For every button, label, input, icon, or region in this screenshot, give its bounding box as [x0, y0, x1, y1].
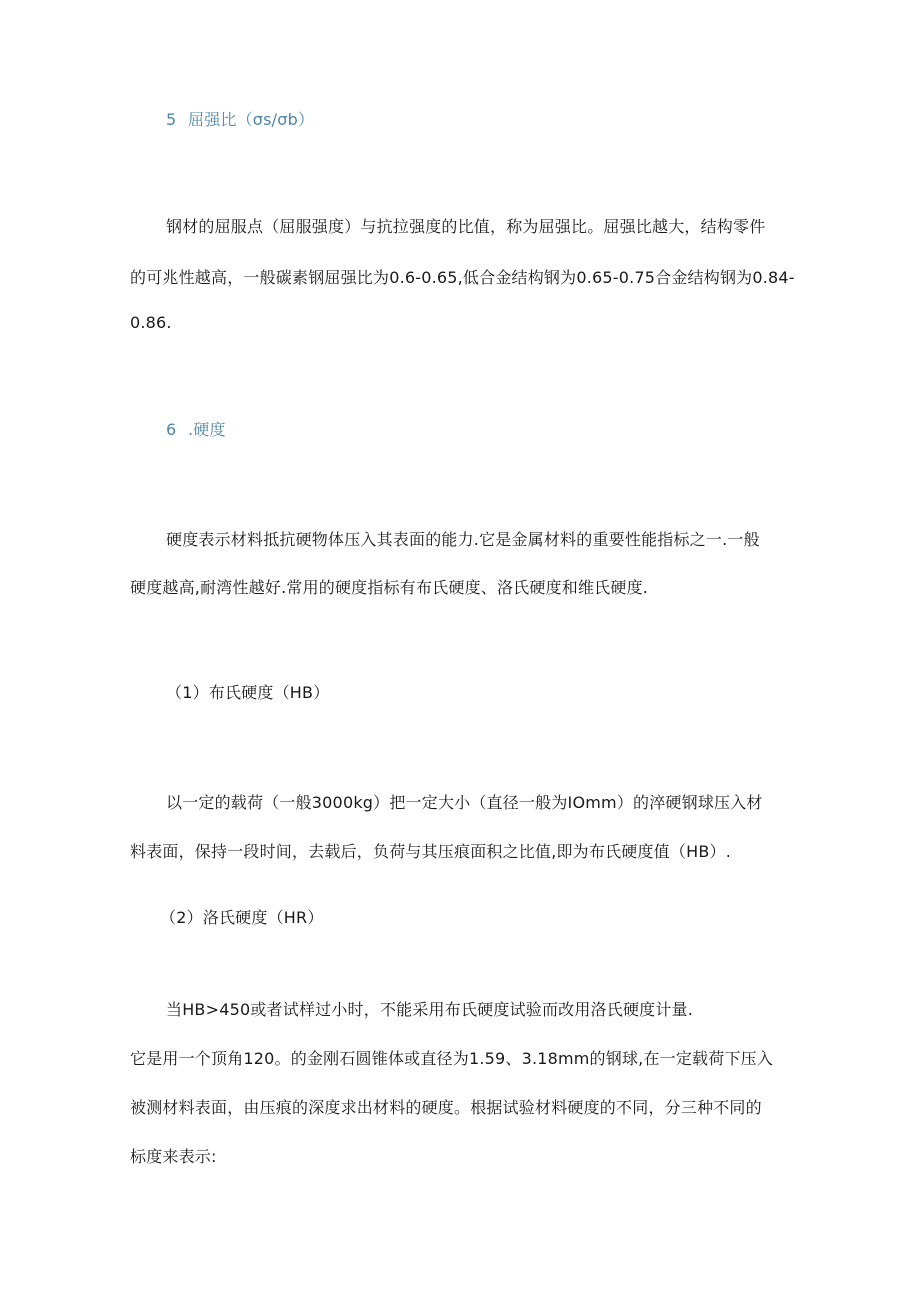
- section-6-heading: [166, 420, 226, 440]
- paragraph-line: 当HB>450或者试样过小时，不能采用布氏硬度试验而改用洛氏硬度计量.: [166, 1000, 694, 1019]
- paragraph-line: 被测材料表面，由压痕的深度求出材料的硬度。根据试验材料硬度的不同，分三种不同的: [130, 1098, 762, 1117]
- subsection-1-heading: （1）布氏硬度（HB）: [166, 683, 330, 702]
- paragraph-line: 以一定的载荷（一般3000kg）把一定大小（直径一般为IOmm）的淬硬钢球压入材: [166, 793, 763, 812]
- paragraph-line: 硬度表示材料抵抗硬物体压入其表面的能力.它是金属材料的重要性能指标之一.一般: [166, 530, 760, 549]
- paragraph-line: 它是用一个顶角120。的金刚石圆锥体或直径为1.59、3.18mm的钢球,在一定载荷下压入: [130, 1049, 774, 1068]
- paragraph-line: 钢材的屈服点（屈服强度）与抗拉强度的比值，称为屈强比。屈强比越大，结构零件: [166, 217, 766, 236]
- paragraph-line: 标度来表示:: [130, 1147, 217, 1166]
- paragraph-line: 0.86.: [130, 313, 172, 332]
- paragraph-line: 的可兆性越高，一般碳素钢屈强比为0.6-0.65,低合金结构钢为0.65-0.75合金结构钢为0.84-: [130, 268, 795, 287]
- paragraph-line: 料表面，保持一段时间，去载后，负荷与其压痕面积之比值,即为布氏硬度值（HB）.: [130, 842, 731, 861]
- subsection-2-heading: （2）洛氏硬度（HR）: [160, 908, 324, 927]
- section-6-title: .硬度: [188, 420, 226, 439]
- paragraph-line: 硬度越高,耐湾性越好.常用的硬度指标有布氏硬度、洛氏硬度和维氏硬度.: [130, 578, 649, 597]
- section-5-number: 5: [166, 110, 177, 129]
- section-5-heading: [166, 110, 314, 130]
- section-6-number: 6: [166, 420, 177, 439]
- section-5-title: 屈强比（σs/σb）: [188, 110, 315, 129]
